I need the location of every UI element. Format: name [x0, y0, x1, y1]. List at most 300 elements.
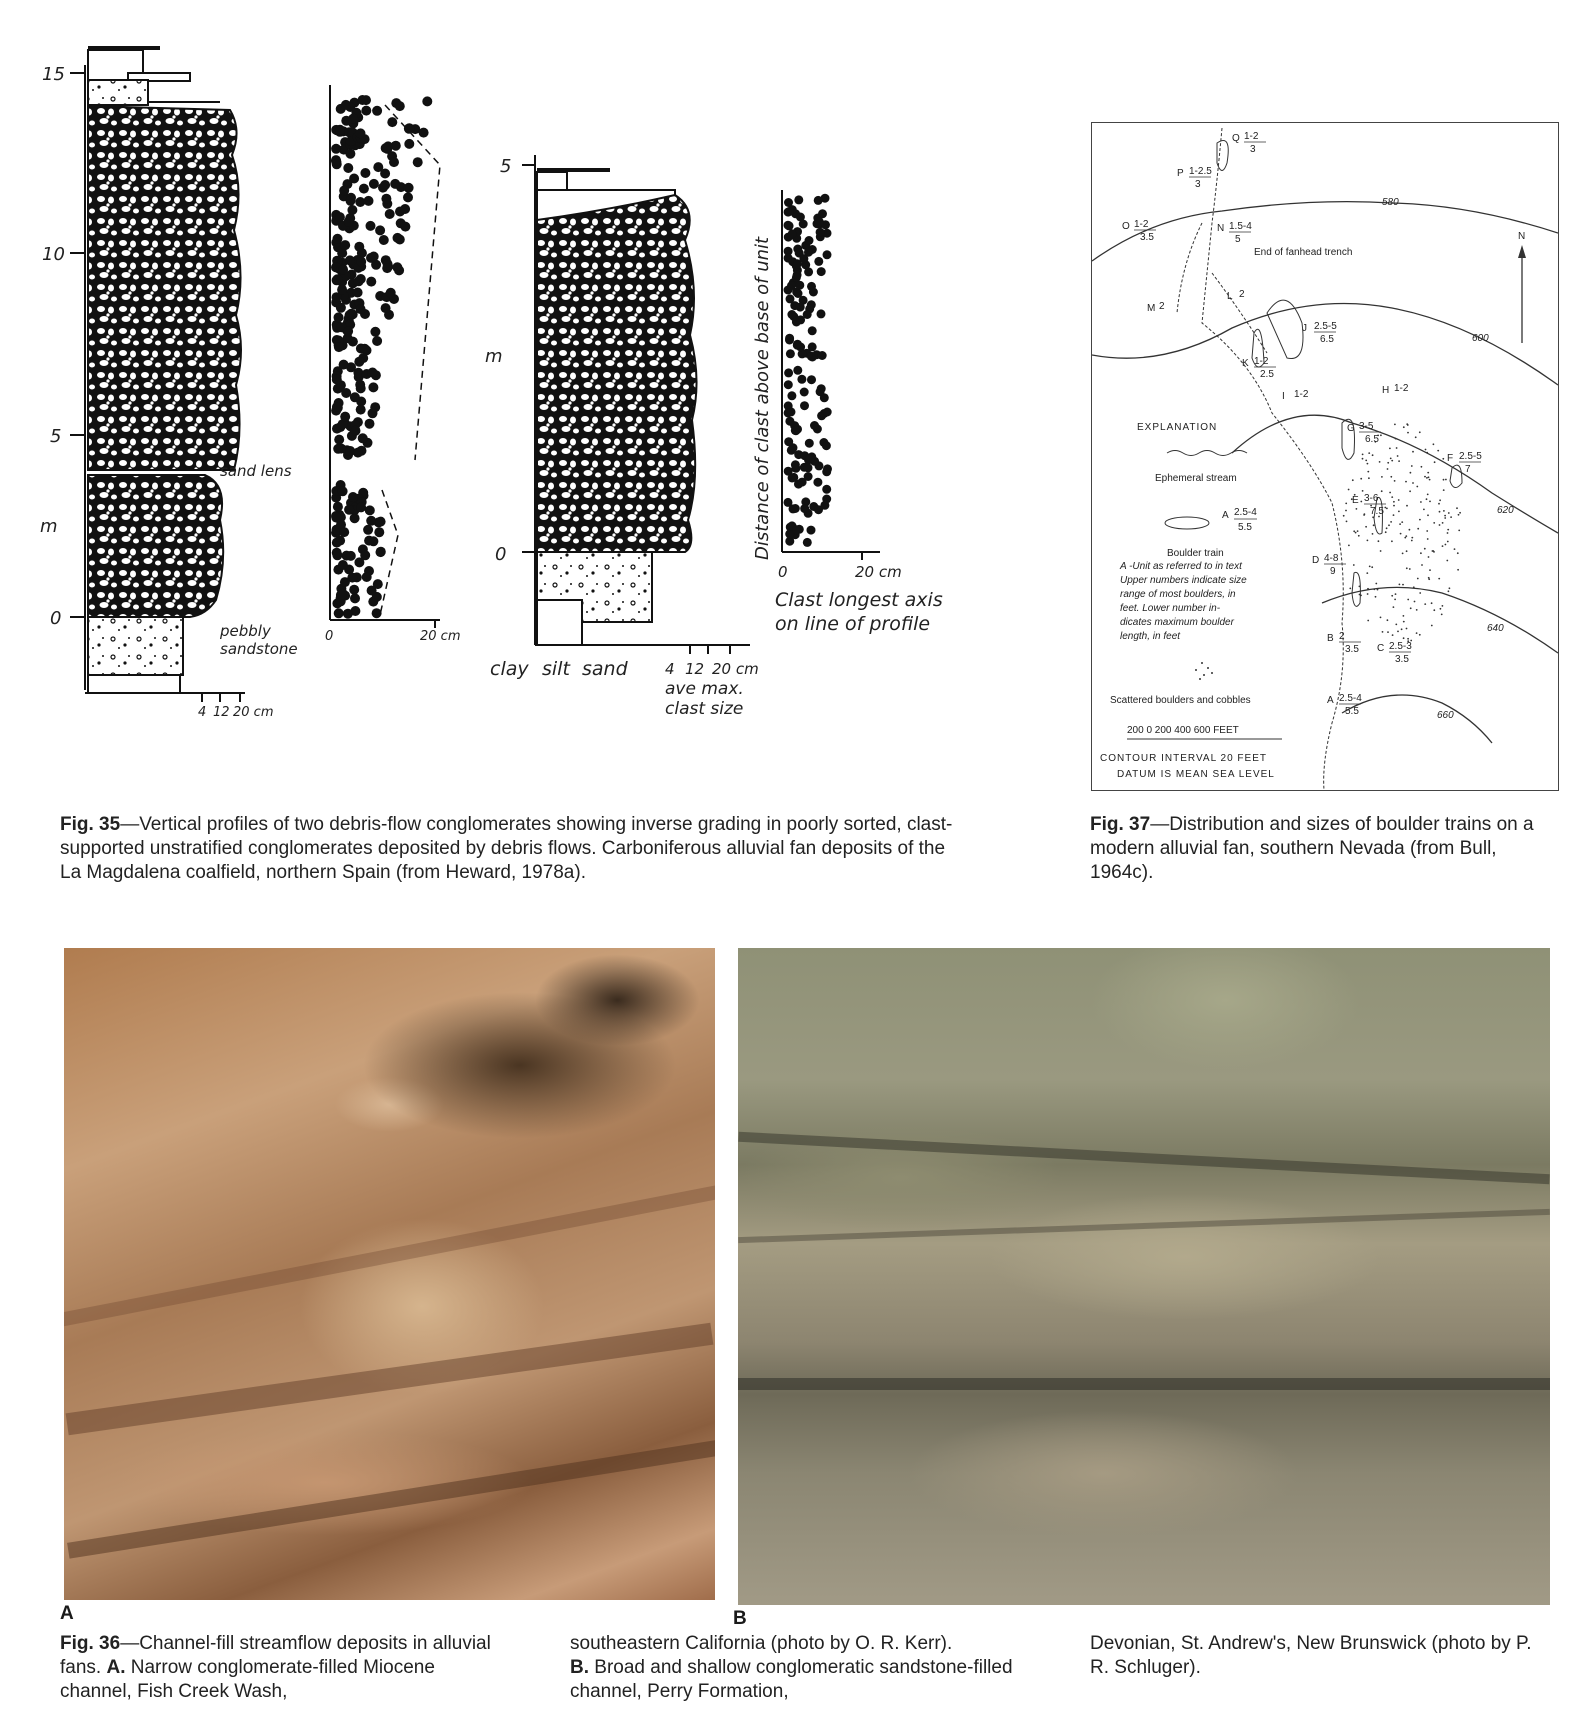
clast-point — [814, 505, 823, 514]
boulder-dot — [1399, 523, 1401, 525]
boulder-dot — [1404, 537, 1406, 539]
boulder-dot — [1415, 436, 1417, 438]
fig37-caption-number: Fig. 37 — [1090, 814, 1151, 835]
boulder-dot — [1399, 584, 1401, 586]
clast-point — [816, 228, 825, 237]
fig36-caption-col2-2: Broad and shallow conglomeratic sandstone-filled channel, Perry Formation, — [570, 1657, 1013, 1702]
unit-range-E: 3-6 — [1364, 493, 1379, 504]
boulder-dot — [1389, 448, 1391, 450]
boulder-dot — [1406, 550, 1408, 552]
clast-point — [332, 274, 342, 284]
clast-point — [340, 577, 350, 587]
axis-unit-m-right: m — [485, 346, 503, 367]
clast-point — [343, 326, 353, 336]
boulder-dot — [1427, 538, 1429, 540]
axis-unit-m: m — [40, 516, 58, 537]
unit-id-E: E — [1352, 495, 1359, 506]
boulder-dot — [1450, 516, 1452, 518]
clast-point — [349, 585, 359, 595]
boulder-dot — [1396, 447, 1398, 449]
clast-point — [784, 437, 793, 446]
boulder-dot — [1416, 486, 1418, 488]
clast-point — [810, 421, 819, 430]
boulder-dot — [1398, 460, 1400, 462]
clast-point — [376, 547, 386, 557]
boulder-dot — [1447, 529, 1449, 531]
boulder-dot — [1432, 550, 1434, 552]
boulder-dot — [1368, 477, 1370, 479]
clast-point — [378, 183, 388, 193]
boulder-dot — [1403, 637, 1405, 639]
fig35-left-column — [85, 48, 298, 720]
clast-point — [356, 405, 366, 415]
boulder-dot — [1397, 631, 1399, 633]
clast-point — [345, 149, 355, 159]
clast-point — [809, 288, 818, 297]
boulder-dot — [1439, 499, 1441, 501]
fig36-caption-col3-text: Devonian, St. Andrew's, New Brunswick (photo by P. R. Schluger). — [1090, 1633, 1532, 1678]
boulder-dot — [1428, 556, 1430, 558]
boulder-dot — [1394, 480, 1396, 482]
boulder-dot — [1393, 501, 1395, 503]
boulder-dot — [1447, 532, 1449, 534]
clast-point — [338, 486, 348, 496]
photo-a-band-1 — [66, 1323, 714, 1435]
clast-point — [353, 288, 363, 298]
clast-point — [366, 516, 376, 526]
clast-point — [422, 96, 432, 106]
boulder-dot — [1409, 490, 1411, 492]
clast-point — [359, 184, 369, 194]
legend-sample-bottom: 5.5 — [1238, 522, 1252, 533]
clast-point — [364, 536, 374, 546]
boulder-dot — [1394, 599, 1396, 601]
clast-point — [334, 435, 344, 445]
boulder-dot — [1410, 472, 1412, 474]
fig35-left-axis — [40, 64, 85, 690]
clast-point — [404, 183, 414, 193]
boulder-dot — [1372, 454, 1374, 456]
label-sand-lens: sand lens — [220, 462, 292, 480]
clast-point — [387, 117, 397, 127]
clast-point — [333, 502, 343, 512]
label-pebbly: pebbly — [220, 622, 271, 640]
boulder-dot — [1426, 477, 1428, 479]
boulder-dot — [1382, 631, 1384, 633]
unit-id-P: P — [1177, 168, 1184, 179]
boulder-dot — [1433, 609, 1435, 611]
boulder-dot — [1377, 589, 1379, 591]
boulder-dot — [1445, 479, 1447, 481]
boulder-dot — [1409, 568, 1411, 570]
boulder-dot — [1443, 479, 1445, 481]
boulder-dot — [1390, 476, 1392, 478]
unit-max-N: 5 — [1235, 234, 1241, 245]
clast-point — [356, 304, 366, 314]
clast-point — [348, 492, 358, 502]
clast-point — [335, 125, 345, 135]
clast-point — [331, 156, 341, 166]
boulder-dot — [1363, 514, 1365, 516]
boulder-dot — [1411, 540, 1413, 542]
clast-point — [804, 267, 813, 276]
boulder-dot — [1393, 606, 1395, 608]
clast-point — [337, 285, 347, 295]
boulder-dot — [1391, 496, 1393, 498]
tick-10: 10 — [42, 244, 65, 265]
photo-b-ledge-3 — [738, 1209, 1550, 1243]
contour-620: 620 — [1497, 505, 1514, 516]
boulder-dot — [1427, 514, 1429, 516]
unit-id-B: B — [1327, 633, 1334, 644]
boulder-dot — [1352, 479, 1354, 481]
boulder-dot — [1448, 590, 1450, 592]
boulder-dot — [1403, 615, 1405, 617]
clast-point — [804, 472, 813, 481]
clast-point — [366, 277, 376, 287]
boulder-dot — [1421, 564, 1423, 566]
boulder-dot — [1445, 544, 1447, 546]
contour-600: 600 — [1472, 333, 1489, 344]
clast-point — [784, 380, 793, 389]
clast-point — [795, 281, 804, 290]
boulder-dot — [1389, 492, 1391, 494]
clast-point — [400, 222, 410, 232]
clast-point — [385, 209, 395, 219]
boulder-dot — [1387, 462, 1389, 464]
unit-range-G: 3-5 — [1359, 421, 1374, 432]
fig35-caption-text: —Vertical profiles of two debris-flow conglomerates showing inverse grading in poorly sorted, clast-supported unstratified conglomerates deposited by debris flows. Carboniferous alluvial fan deposits of the La Magdalena coalfield, northern Spain (from Heward, 1978a). — [60, 814, 953, 883]
plot2-xlabel-2: on line of profile — [775, 613, 931, 635]
boulder-dot — [1431, 602, 1433, 604]
clast-point — [332, 402, 342, 412]
boulder-dot — [1367, 620, 1369, 622]
boulder-dot — [1414, 601, 1416, 603]
datum: DATUM IS MEAN SEA LEVEL — [1117, 769, 1275, 780]
clast-point — [332, 548, 342, 558]
plot2-ylabel: Distance of clast above base of unit — [752, 236, 773, 560]
boulder-dot — [1369, 566, 1371, 568]
boulder-dot — [1387, 619, 1389, 621]
boulder-dot — [1412, 451, 1414, 453]
north-label: N — [1518, 231, 1526, 242]
clast-point — [791, 426, 800, 435]
boulder-dot — [1397, 455, 1399, 457]
boulder-dot — [1367, 593, 1369, 595]
clast-point — [340, 240, 350, 250]
boulder-dot — [1433, 443, 1435, 445]
boulder-dot — [1360, 478, 1362, 480]
unit-range-J: 2.5-5 — [1314, 321, 1337, 332]
clast-point — [818, 351, 827, 360]
clast-point — [814, 257, 823, 266]
unit-range-A: 2.5-4 — [1339, 693, 1362, 704]
clast-point — [381, 194, 391, 204]
boulder-dot — [1402, 584, 1404, 586]
clast-point — [817, 309, 826, 318]
clast-point — [808, 342, 817, 351]
boulder-dot — [1343, 515, 1345, 517]
clast-point — [334, 312, 344, 322]
clast-point — [400, 204, 410, 214]
clast-point — [395, 101, 405, 111]
legend-sample-top: 2.5-4 — [1234, 507, 1257, 518]
clast-point — [381, 143, 391, 153]
clast-point — [799, 254, 808, 263]
clast-point — [419, 128, 429, 138]
clast-point — [784, 198, 793, 207]
boulder-dot — [1434, 461, 1436, 463]
clast-point — [807, 526, 816, 535]
boulder-dot — [1391, 595, 1393, 597]
clast-point — [335, 212, 345, 222]
clast-point — [355, 380, 365, 390]
boulder-dot — [1407, 424, 1409, 426]
boulder-dot — [1438, 578, 1440, 580]
unit-range-H: 1-2 — [1394, 383, 1409, 394]
boulder-dot — [1390, 521, 1392, 523]
fig36-caption-col2-1: southeastern California (photo by O. R. Kerr). — [570, 1633, 953, 1654]
unit-range-Q: 1-2 — [1244, 131, 1259, 142]
clast-point — [788, 229, 797, 238]
tick-5: 5 — [50, 426, 62, 447]
grain-silt: silt — [542, 658, 570, 680]
boulder-dot — [1447, 541, 1449, 543]
boulder-dot — [1381, 490, 1383, 492]
clast-point — [360, 168, 370, 178]
boulder-dot — [1384, 507, 1386, 509]
end-trench: End of fanhead trench — [1254, 247, 1353, 258]
label-sandstone: sandstone — [220, 640, 298, 658]
boulder-dot — [1398, 511, 1400, 513]
clast-point — [343, 609, 353, 619]
plot1-scale: 20 cm — [420, 629, 461, 644]
label-clast-size: clast size — [665, 699, 744, 719]
clast-point — [341, 116, 351, 126]
boulder-dot — [1368, 452, 1370, 454]
clast-point — [339, 527, 349, 537]
clast-point — [785, 221, 794, 230]
fig36-caption-number: Fig. 36 — [60, 1633, 121, 1654]
boulder-dot — [1407, 432, 1409, 434]
boulder-dot — [1428, 578, 1430, 580]
legend-line: range of most boulders, in — [1120, 589, 1236, 600]
unit-range-I: 1-2 — [1294, 389, 1309, 400]
unit-range-K: 1-2 — [1254, 356, 1269, 367]
clast-point — [784, 368, 793, 377]
fig35-clast-plot-2 — [752, 190, 943, 635]
clast-point — [364, 196, 374, 206]
clast-point — [784, 408, 793, 417]
boulder-dot — [1381, 476, 1383, 478]
boulder-dot — [1443, 489, 1445, 491]
clast-point — [805, 236, 814, 245]
fig35-clast-plot-1 — [325, 85, 461, 644]
clast-point — [366, 221, 376, 231]
boulder-dot — [1386, 527, 1388, 529]
unit-range-F: 2.5-5 — [1459, 451, 1482, 462]
boulder-dot — [1426, 498, 1428, 500]
clast-point — [351, 426, 361, 436]
clast-point — [379, 235, 389, 245]
clast-point — [337, 590, 347, 600]
fig35-right-column — [485, 155, 759, 719]
fig35-figure — [30, 40, 1050, 800]
unit-range-N: 1.5-4 — [1229, 221, 1252, 232]
clast-point — [375, 225, 385, 235]
boulder-dot — [1417, 578, 1419, 580]
plot2-scale: 20 cm — [855, 563, 902, 581]
unit-id-N: N — [1217, 223, 1225, 234]
boulder-dot — [1410, 607, 1412, 609]
boulder-dot — [1394, 424, 1396, 426]
boulder-dot — [1403, 426, 1405, 428]
boulder-dot — [1390, 458, 1392, 460]
clast-point — [365, 419, 375, 429]
contour-660: 660 — [1437, 710, 1454, 721]
boulder-dot — [1406, 628, 1408, 630]
boulder-dot — [1387, 468, 1389, 470]
clast-point — [331, 144, 341, 154]
clast-point — [797, 375, 806, 384]
boulder-dot — [1372, 533, 1374, 535]
clast-point — [369, 252, 379, 262]
boulder-dot — [1421, 466, 1423, 468]
unit-range-B: 2 — [1339, 631, 1345, 642]
clast-point — [338, 560, 348, 570]
legend-description — [1119, 561, 1247, 642]
boulder-dot — [1424, 548, 1426, 550]
grain-sand: sand — [582, 658, 628, 680]
unit-id-G: G — [1347, 423, 1355, 434]
boulder-dot — [1373, 524, 1375, 526]
fig36-caption-col1 — [60, 1632, 500, 1704]
boulder-dot — [1380, 617, 1382, 619]
boulder-dot — [1411, 465, 1413, 467]
unit-range-M: 2 — [1159, 301, 1165, 312]
photo-a-band-3 — [64, 1181, 715, 1328]
boulder-dot — [1386, 508, 1388, 510]
fig36-a-bold: A. — [106, 1657, 126, 1678]
clast-point — [344, 217, 354, 227]
boulder-dot — [1395, 624, 1397, 626]
boulder-dot — [1458, 530, 1460, 532]
boulder-dot — [1362, 454, 1364, 456]
scale-feet: 200 0 200 400 600 FEET — [1127, 725, 1239, 736]
boulder-dot — [1449, 587, 1451, 589]
clast-point — [365, 505, 375, 515]
boulder-dot — [1409, 529, 1411, 531]
clast-point — [785, 207, 794, 216]
fig35-caption-number: Fig. 35 — [60, 814, 121, 835]
boulder-dot — [1360, 501, 1362, 503]
boulder-dot — [1413, 586, 1415, 588]
boulder-dot — [1393, 514, 1395, 516]
boulder-dot — [1388, 524, 1390, 526]
boulder-dot — [1349, 588, 1351, 590]
clast-point — [336, 303, 346, 313]
boulder-dot — [1393, 505, 1395, 507]
clast-point — [356, 128, 366, 138]
fig36-caption-col3 — [1090, 1632, 1550, 1680]
boulder-dot — [1442, 522, 1444, 524]
boulder-dot — [1405, 535, 1407, 537]
unit-id-H: H — [1382, 385, 1390, 396]
clast-point — [331, 513, 341, 523]
clast-point — [815, 217, 824, 226]
clast-point — [360, 550, 370, 560]
boulder-dot — [1378, 540, 1380, 542]
clast-point — [790, 301, 799, 310]
boulder-dot — [1346, 521, 1348, 523]
clast-point — [818, 209, 827, 218]
boulder-dot — [1403, 621, 1405, 623]
clast-point — [341, 100, 351, 110]
boulder-dot — [1419, 592, 1421, 594]
clast-point — [376, 517, 386, 527]
photo-a-band-2 — [67, 1433, 715, 1558]
clast-point — [823, 408, 832, 417]
boulder-dot — [1380, 550, 1382, 552]
boulder-dot — [1425, 449, 1427, 451]
boulder-dot — [1444, 515, 1446, 517]
boulder-dot — [1401, 628, 1403, 630]
clast-point — [356, 257, 366, 267]
boulder-dot — [1379, 461, 1381, 463]
unit-id-I: I — [1282, 391, 1285, 402]
boulder-dot — [1356, 508, 1358, 510]
boulder-dot — [1439, 511, 1441, 513]
boulder-dot — [1442, 458, 1444, 460]
boulder-dot — [1420, 552, 1422, 554]
boulder-dot — [1362, 490, 1364, 492]
unit-max-K: 2.5 — [1260, 369, 1274, 380]
clast-point — [361, 106, 371, 116]
clast-point — [785, 334, 794, 343]
fig35-caption — [60, 813, 970, 885]
boulder-dot — [1375, 596, 1377, 598]
clast-point — [403, 192, 413, 202]
clast-point — [390, 179, 400, 189]
boulder-dot — [1367, 540, 1369, 542]
clast-point — [793, 340, 802, 349]
boulder-dot — [1405, 481, 1407, 483]
boulder-dot — [1426, 530, 1428, 532]
unit-max-O: 3.5 — [1140, 232, 1154, 243]
boulder-dot — [1407, 638, 1409, 640]
boulder-dot — [1362, 458, 1364, 460]
clast-point — [339, 360, 349, 370]
clast-point — [362, 572, 372, 582]
boulder-dot — [1353, 564, 1355, 566]
legend-line: A -Unit as referred to in text — [1120, 561, 1242, 572]
fig36-photo-b — [738, 948, 1550, 1605]
fig36-label-b: B — [733, 1608, 747, 1629]
unit-max-F: 7 — [1465, 464, 1471, 475]
scale-r12: 12 — [685, 660, 705, 678]
clast-point — [808, 326, 817, 335]
boulder-dot — [1428, 476, 1430, 478]
boulder-dot — [1424, 603, 1426, 605]
boulder-dot — [1416, 632, 1418, 634]
clast-point — [807, 375, 816, 384]
contour-580: 580 — [1382, 197, 1399, 208]
unit-id-A: A — [1327, 695, 1334, 706]
photo-b-ledge-2 — [738, 1378, 1550, 1390]
boulder-dot — [1443, 510, 1445, 512]
clast-point — [814, 196, 823, 205]
boulder-dot — [1367, 588, 1369, 590]
